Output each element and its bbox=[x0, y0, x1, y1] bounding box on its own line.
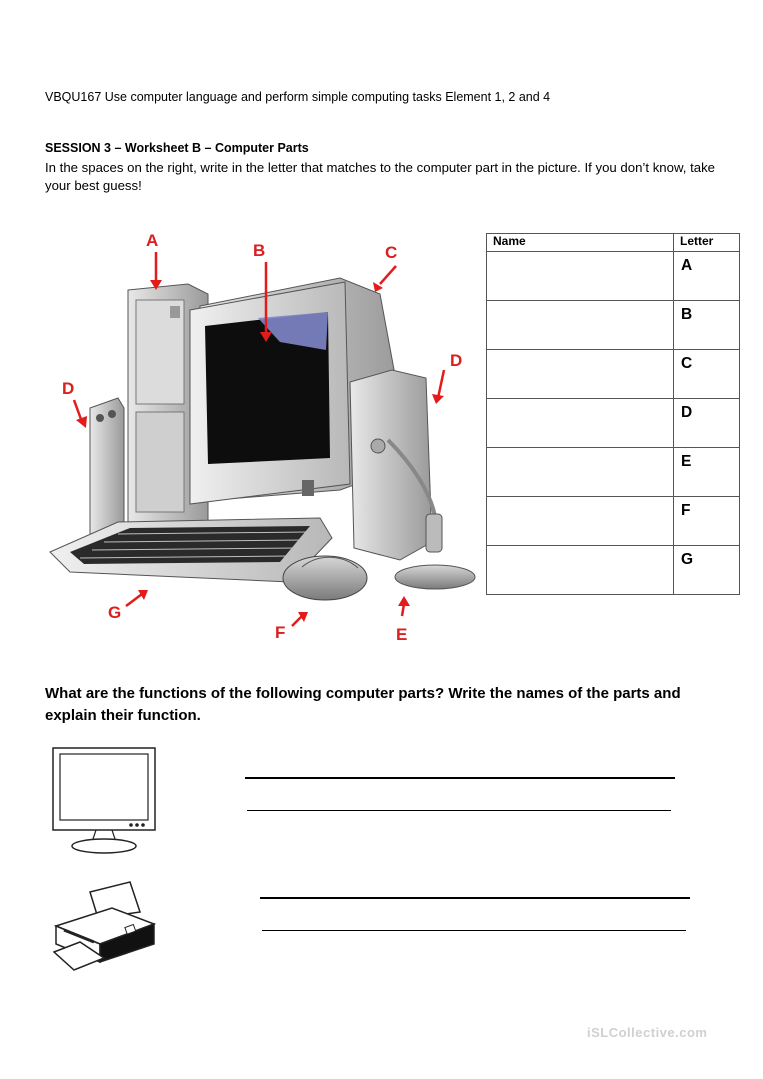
name-cell[interactable] bbox=[487, 399, 674, 448]
letter-cell: F bbox=[674, 497, 740, 546]
computer-diagram bbox=[40, 222, 480, 652]
letter-cell: A bbox=[674, 252, 740, 301]
name-cell[interactable] bbox=[487, 350, 674, 399]
table-header-row bbox=[487, 234, 740, 252]
letter-cell: G bbox=[674, 546, 740, 595]
label-b: B bbox=[253, 241, 266, 260]
answer-line[interactable] bbox=[260, 897, 690, 899]
label-c: C bbox=[385, 243, 398, 262]
table-row bbox=[487, 497, 740, 546]
right-speaker bbox=[350, 370, 432, 560]
table-row bbox=[487, 399, 740, 448]
name-cell[interactable] bbox=[487, 301, 674, 350]
name-cell[interactable] bbox=[487, 252, 674, 301]
table-row bbox=[487, 546, 740, 595]
table-row bbox=[487, 301, 740, 350]
answer-line[interactable] bbox=[247, 810, 671, 811]
table-row bbox=[487, 252, 740, 301]
parts-table bbox=[486, 233, 740, 595]
session-title: SESSION 3 – Worksheet B – Computer Parts bbox=[45, 141, 309, 155]
letter-cell: E bbox=[674, 448, 740, 497]
label-d-right: D bbox=[450, 351, 463, 370]
name-cell[interactable] bbox=[487, 448, 674, 497]
table-row bbox=[487, 350, 740, 399]
functions-question: What are the functions of the following computer parts? Write the names of the parts and explain their function. bbox=[45, 685, 681, 724]
answer-line[interactable] bbox=[245, 777, 675, 779]
label-a: A bbox=[146, 231, 159, 250]
watermark: iSLCollective.com bbox=[587, 1025, 708, 1040]
label-d-left: D bbox=[62, 379, 75, 398]
answer-line[interactable] bbox=[262, 930, 686, 931]
label-f: F bbox=[275, 623, 286, 642]
letter-cell: D bbox=[674, 399, 740, 448]
label-g: G bbox=[108, 603, 122, 622]
letter-cell: B bbox=[674, 301, 740, 350]
table-row bbox=[487, 448, 740, 497]
letter-cell: C bbox=[674, 350, 740, 399]
name-column-header: Name bbox=[487, 234, 674, 252]
label-e: E bbox=[396, 625, 408, 644]
letter-column-header: Letter bbox=[674, 234, 740, 252]
mouse bbox=[283, 556, 367, 600]
name-cell[interactable] bbox=[487, 546, 674, 595]
instructions: In the spaces on the right, write in the letter that matches to the computer part in the picture. If you don’t know, take your best guess! bbox=[45, 160, 715, 193]
monitor-icon bbox=[50, 745, 158, 857]
name-cell[interactable] bbox=[487, 497, 674, 546]
printer-icon bbox=[50, 878, 160, 974]
course-header: VBQU167 Use computer language and perform simple computing tasks Element 1, 2 and 4 bbox=[45, 90, 551, 104]
